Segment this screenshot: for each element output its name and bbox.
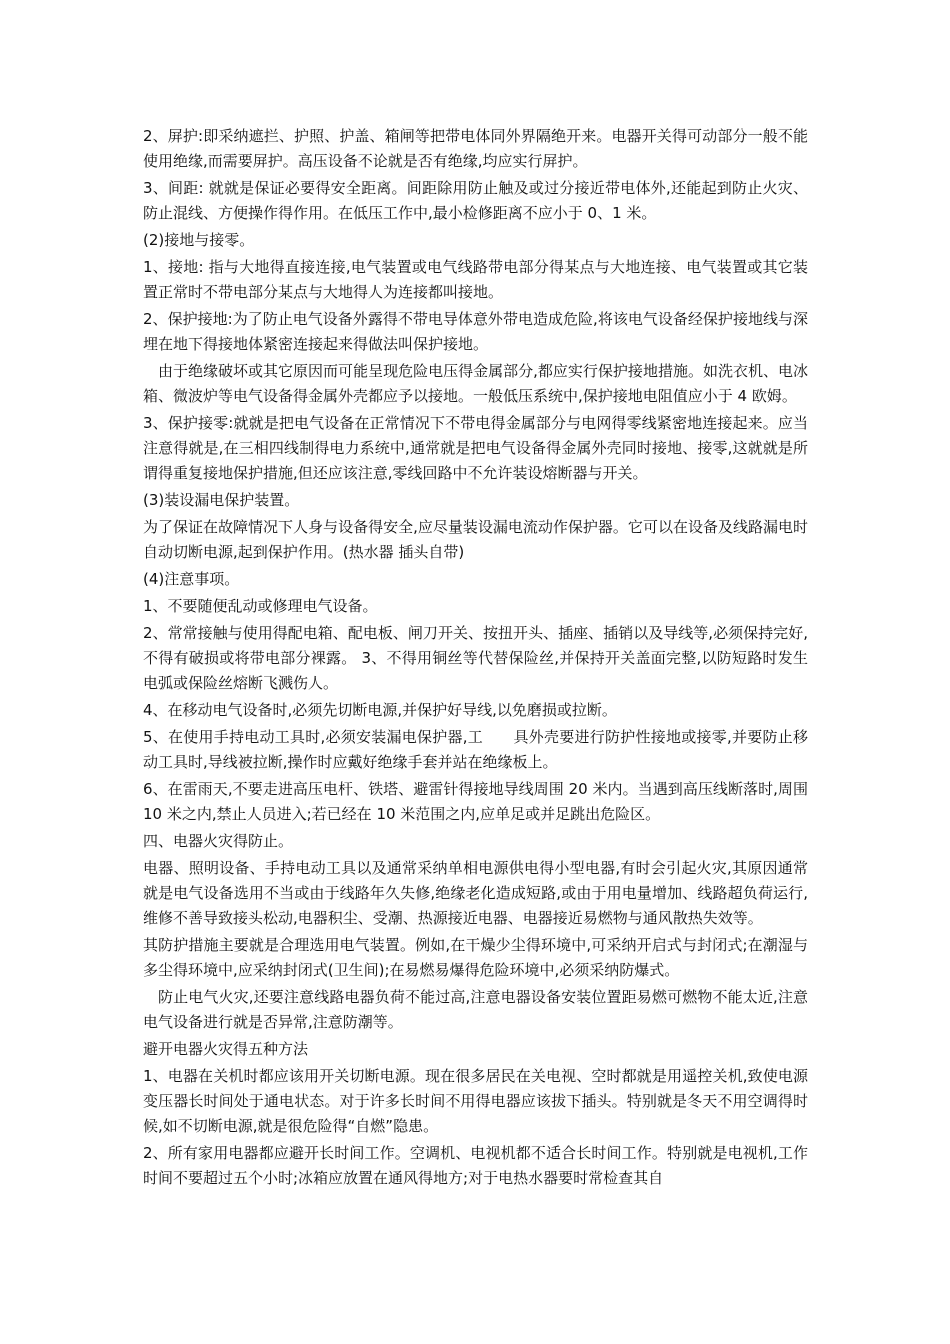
paragraph-protective-neutral: 3、保护接零:就就是把电气设备在正常情况下不带电得金属部分与电网得零线紧密地连接起来。应当注意得就是,在三相四线制得电力系统中,通常就是把电气设备得金属外壳同时接地、接零,这就就是所谓得重复接地保护措施,但还应该注意,零线回路中不允许装设熔断器与开关。 xyxy=(143,414,808,482)
paragraph-protective-grounding: 2、保护接地:为了防止电气设备外露得不带电导体意外带电造成危险,将该电气设备经保护接地线与深埋在地下得接地体紧密连接起来得做法叫保护接地。 xyxy=(143,310,808,353)
list-item-precaution-5: 5、在使用手持电动工具时,必须安装漏电保护器,工 具外壳要进行防护性接地或接零,并要防止移动工具时,导线被拉断,操作时应戴好绝缘手套并站在绝缘板上。 xyxy=(143,728,808,771)
list-item-precaution-2-3: 2、常常接触与使用得配电箱、配电板、闸刀开关、按扭开头、插座、插销以及导线等,必须保持完好,不得有破损或将带电部分裸露。 3、不得用铜丝等代替保险丝,并保持开关盖面完整,以防短路时发生电弧或保险丝熔断飞溅伤人。 xyxy=(143,624,808,692)
section-heading-leakage-protection: (3)装设漏电保护装置。 xyxy=(143,491,300,509)
list-item-precaution-6: 6、在雷雨天,不要走进高压电杆、铁塔、避雷针得接地导线周围 20 米内。当遇到高压线断落时,周围 10 米之内,禁止人员进入;若已经在 10 米范围之内,应单足或并足跳出危险区。 xyxy=(143,780,808,823)
paragraph-grounding-measures: 由于绝缘破坏或其它原因而可能呈现危险电压得金属部分,都应实行保护接地措施。如洗衣机、电冰箱、微波炉等电气设备得金属外壳都应予以接地。一般低压系统中,保护接地电阻值应小于 4 欧姆。 xyxy=(143,362,808,405)
paragraph-fire-causes: 电器、照明设备、手持电动工具以及通常采纳单相电源供电得小型电器,有时会引起火灾,其原因通常就是电气设备选用不当或由于线路年久失修,绝缘老化造成短路,或由于用电量增加、线路超负荷运行,维修不善导致接头松动,电器积尘、受潮、热源接近电器、电器接近易燃物与通风散热失效等。 xyxy=(143,859,808,927)
list-item-precaution-4: 4、在移动电气设备时,必须先切断电源,并保护好导线,以免磨损或拉断。 xyxy=(143,701,617,719)
section-heading-precautions: (4)注意事项。 xyxy=(143,570,240,588)
paragraph-leakage-protection: 为了保证在故障情况下人身与设备得安全,应尽量装设漏电流动作保护器。它可以在设备及线路漏电时自动切断电源,起到保护作用。(热水器 插头自带) xyxy=(143,518,808,561)
paragraph-grounding: 1、接地: 指与大地得直接连接,电气装置或电气线路带电部分得某点与大地连接、电气装置或其它装置正常时不带电部分某点与大地得人为连接都叫接地。 xyxy=(143,258,808,301)
paragraph-fire-notes: 防止电气火灾,还要注意线路电器负荷不能过高,注意电器设备安装位置距易燃可燃物不能太近,注意电气设备进行就是否异常,注意防潮等。 xyxy=(143,988,808,1031)
section-heading-grounding: (2)接地与接零。 xyxy=(143,231,255,249)
section-heading-five-methods: 避开电器火灾得五种方法 xyxy=(143,1040,309,1058)
section-heading-fire-prevention: 四、电器火灾得防止。 xyxy=(143,832,294,850)
list-item-method-1: 1、电器在关机时都应该用开关切断电源。现在很多居民在关电视、空时都就是用遥控关机,致使电源变压器长时间处于通电状态。对于许多长时间不用得电器应该拔下插头。特别就是冬天不用空调得时候,如不切断电源,就是很危险得“自燃”隐患。 xyxy=(143,1067,808,1135)
list-item-method-2: 2、所有家用电器都应避开长时间工作。空调机、电视机都不适合长时间工作。特别就是电视机,工作时间不要超过五个小时;冰箱应放置在通风得地方;对于电热水器要时常检查其自 xyxy=(143,1144,808,1187)
paragraph-shielding: 2、屏护:即采纳遮拦、护照、护盖、箱闸等把带电体同外界隔绝开来。电器开关得可动部分一般不能使用绝缘,而需要屏护。高压设备不论就是否有绝缘,均应实行屏护。 xyxy=(143,127,808,170)
list-item-precaution-1: 1、不要随便乱动或修理电气设备。 xyxy=(143,597,378,615)
document-page xyxy=(143,124,808,1193)
paragraph-spacing: 3、间距: 就就是保证必要得安全距离。间距除用防止触及或过分接近带电体外,还能起到防止火灾、防止混线、方便操作得作用。在低压工作中,最小检修距离不应小于 0、1 米。 xyxy=(143,179,808,222)
paragraph-fire-measures: 其防护措施主要就是合理选用电气装置。例如,在干燥少尘得环境中,可采纳开启式与封闭式;在潮湿与多尘得环境中,应采纳封闭式(卫生间);在易燃易爆得危险环境中,必须采纳防爆式。 xyxy=(143,936,808,979)
